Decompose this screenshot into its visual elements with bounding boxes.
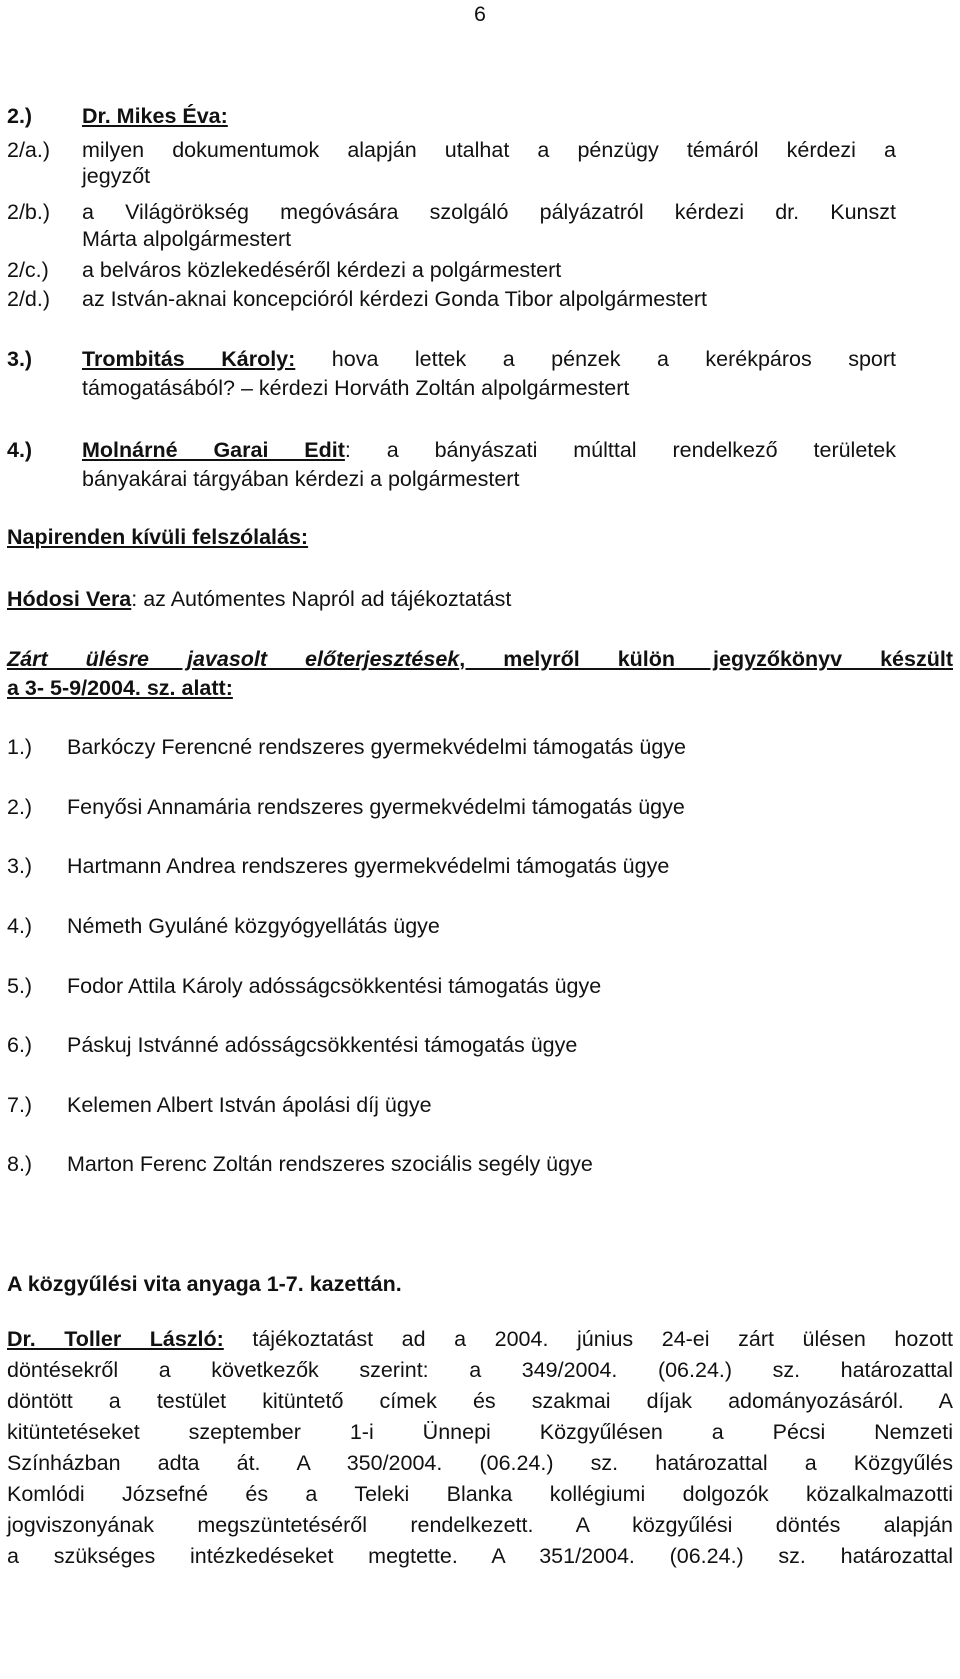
question-line: a belváros közlekedéséről kérdezi a polgármestert [82,258,562,282]
paragraph-line: jogviszonyának megszüntetéséről rendelkezett. A közgyűlési döntés alapján [7,1513,953,1537]
question-line [82,437,896,463]
item-text: Németh Gyuláné közgyógyellátás ügye [67,914,440,938]
item-number: 2/c.) [7,258,49,282]
item-number: 6.) [7,1033,33,1057]
item-number: 8.) [7,1152,33,1176]
paragraph-line: Komlódi Józsefné és a Teleki Blanka kollégiumi dolgozók közalkalmazotti [7,1482,953,1506]
question-line: bányakárai tárgyában kérdezi a polgármestert [82,467,520,491]
item-number: 2.) [7,104,33,128]
item-number: 2/d.) [7,287,51,311]
question-line: milyen dokumentumok alapján utalhat a pénzügy témáról kérdezi a [82,138,896,162]
item-text: Marton Ferenc Zoltán rendszeres szociális segély ügye [67,1152,593,1176]
item-number: 2/a.) [7,138,51,162]
speaker-name: Dr. Toller László: [7,1327,224,1351]
speaker-name: Hódosi Vera [7,587,132,611]
item-text: Barkóczy Ferencné rendszeres gyermekvédelmi támogatás ügye [67,735,687,759]
question-line [82,346,896,372]
question-line: Márta alpolgármestert [82,227,292,251]
question-text: hova lettek a pénzek a kerékpáros sport [331,347,897,371]
item-number: 2.) [7,795,33,819]
tape-note: A közgyűlési vita anyaga 1-7. kazettán. [7,1272,402,1296]
speaker-name: Molnárné Garai Edit [82,438,345,462]
page-number: 6 [474,2,486,26]
paragraph-text: tájékoztatást ad a 2004. június 24-ei zárt ülésen hozott [223,1327,953,1351]
closed-session-rest: , melyről külön jegyzőkönyv készült [459,647,953,671]
item-number: 7.) [7,1093,33,1117]
question-line: támogatásából? – kérdezi Horváth Zoltán alpolgármestert [82,376,630,400]
item-number: 4.) [7,914,33,938]
question-line: a Világörökség megóvására szolgáló pályázatról kérdezi dr. Kunszt [82,200,896,224]
paragraph-line [7,1324,953,1355]
paragraph-line: Színházban adta át. A 350/2004. (06.24.) sz. határozattal a Közgyűlés [7,1451,953,1475]
paragraph-line: kitüntetéseket szeptember 1-i Ünnepi Közgyűlésen a Pécsi Nemzeti [7,1420,953,1444]
item-text: Kelemen Albert István ápolási díj ügye [67,1093,432,1117]
question-line: az István-aknai koncepcióról kérdezi Gonda Tibor alpolgármestert [82,287,708,311]
speaker-name: Trombitás Károly: [82,347,296,371]
question-line: jegyzőt [82,164,151,188]
paragraph-line: döntésekről a következők szerint: a 349/2004. (06.24.) sz. határozattal [7,1358,953,1382]
paragraph-line: döntött a testület kitüntető címek és szakmai díjak adományozásáról. A [7,1389,953,1413]
closed-session-title: Zárt ülésre javasolt előterjesztések [7,647,460,671]
section-title: Napirenden kívüli felszólalás: [7,525,309,549]
paragraph-line: a szükséges intézkedéseket megtette. A 351/2004. (06.24.) sz. határozattal [7,1544,953,1568]
item-number: 5.) [7,974,33,998]
item-number: 3.) [7,347,33,371]
speaker-line [7,586,511,612]
question-text: : a bányászati múlttal rendelkező területek [344,438,896,462]
item-text: Fenyősi Annamária rendszeres gyermekvédelmi támogatás ügye [67,795,685,819]
item-text: Hartmann Andrea rendszeres gyermekvédelmi támogatás ügye [67,854,670,878]
closed-session-heading [7,646,953,672]
speaker-text: : az Autómentes Napról ad tájékoztatást [131,587,512,611]
item-number: 1.) [7,735,33,759]
final-paragraph [7,1324,953,1572]
item-number: 2/b.) [7,200,51,224]
item-text: Páskuj Istvánné adósságcsökkentési támogatás ügye [67,1033,578,1057]
closed-session-ref: a 3- 5-9/2004. sz. alatt: [7,676,233,700]
item-text: Fodor Attila Károly adósságcsökkentési támogatás ügye [67,974,602,998]
item-number: 4.) [7,438,33,462]
item-number: 3.) [7,854,33,878]
speaker-name: Dr. Mikes Éva: [82,104,228,128]
